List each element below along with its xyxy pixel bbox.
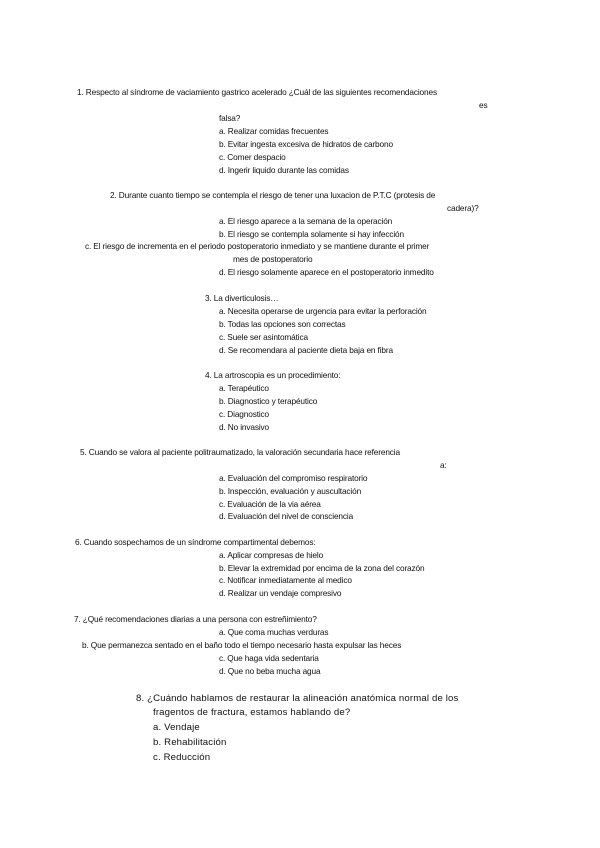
question-5-option-d: d. Evaluación del nivel de consciencia <box>219 511 354 521</box>
question-2-option-b: b. El riesgo se contempla solamente si hay infección <box>219 229 404 239</box>
question-6-option-a: a. Aplicar compresas de hielo <box>219 550 324 560</box>
question-1-stem-line-2: es <box>479 100 488 110</box>
question-4-option-a: a. Terapéutico <box>219 383 269 393</box>
question-8-option-b: b. Rehabilitación <box>153 737 227 748</box>
question-1-stem-line-1: 1. Respecto al síndrome de vaciamiento gastrico acelerado ¿Cuál de las siguientes recomendaciones <box>77 87 437 97</box>
question-3-option-a: a. Necesita operarse de urgencia para evitar la perforación <box>219 306 427 316</box>
question-6-stem: 6. Cuando sospechamos de un síndrome compartimental debemos: <box>75 537 316 547</box>
question-5-option-c: c. Evaluación de la via aérea <box>219 499 321 509</box>
question-3-option-b: b. Todas las opciones son correctas <box>219 319 346 329</box>
question-2-option-d: d. El riesgo solamente aparece en el postoperatorio inmedito <box>219 267 434 277</box>
question-7-option-a: a. Que coma muchas verduras <box>219 627 329 637</box>
question-7-option-b: b. Que permanezca sentado en el baño todo el tiempo necesario hasta expulsar las heces <box>82 640 402 650</box>
question-3-option-c: c. Suele ser asintomática <box>219 332 308 342</box>
question-7-stem: 7. ¿Qué recomendaciones diarias a una persona con estreñimiento? <box>74 614 317 624</box>
question-5-option-a: a. Evaluación del compromiso respiratorio <box>219 473 368 483</box>
question-3-option-d: d. Se recomendara al paciente dieta baja en fibra <box>219 345 393 355</box>
question-1-option-c: c. Comer despacio <box>219 152 286 162</box>
question-1-option-d: d. Ingerir liquido durante las comidas <box>219 165 349 175</box>
question-7-option-d: d. Que no beba mucha agua <box>219 666 321 676</box>
question-6-option-c: c. Notificar inmediatamente al medico <box>219 575 352 585</box>
question-8-stem-line-1: 8. ¿Cuándo hablamos de restaurar la alineación anatómica normal de los <box>136 693 459 704</box>
question-8-option-c: c. Reducción <box>153 752 211 763</box>
question-4-option-d: d. No invasivo <box>219 422 270 432</box>
question-8-option-a: a. Vendaje <box>153 722 200 733</box>
question-6-option-d: d. Realizar un vendaje compresivo <box>219 588 342 598</box>
question-4-option-c: c. Diagnostico <box>219 409 270 419</box>
question-7-option-c: c. Que haga vida sedentaria <box>219 653 319 663</box>
question-5-stem-line-1: 5. Cuando se valora al paciente politraumatizado, la valoración secundaria hace referencia <box>80 447 400 457</box>
question-6-option-b: b. Elevar la extremidad por encima de la zona del corazón <box>219 563 425 573</box>
question-5-option-b: b. Inspección, evaluación y auscultación <box>219 486 362 496</box>
question-3-stem: 3. La diverticulosis… <box>205 293 279 303</box>
question-4-option-b: b. Diagnostico y terapéutico <box>219 396 318 406</box>
question-2-stem-line-2: cadera)? <box>447 203 479 213</box>
question-4-stem: 4. La artroscopia es un procedimiento: <box>205 370 341 380</box>
question-2-option-c-continuation: mes de postoperatorio <box>233 254 313 264</box>
question-1-option-a: a. Realizar comidas frecuentes <box>219 126 329 136</box>
question-1-stem-line-3: falsa? <box>219 113 241 123</box>
question-2-option-c: c. El riesgo de incrementa en el periodo postoperatorio inmediato y se mantiene durante el primer <box>85 241 430 251</box>
question-1-option-b: b. Evitar ingesta excesiva de hidratos de carbono <box>219 139 393 149</box>
question-5-stem-line-2: a: <box>440 460 447 470</box>
question-2-stem-line-1: 2. Durante cuanto tiempo se contempla el riesgo de tener una luxacion de P.T.C (protesis de <box>110 190 436 200</box>
question-2-option-a: a. El riesgo aparece a la semana de la operación <box>219 216 393 226</box>
question-8-stem-line-2: fragentos de fractura, estamos hablando de? <box>153 707 351 718</box>
